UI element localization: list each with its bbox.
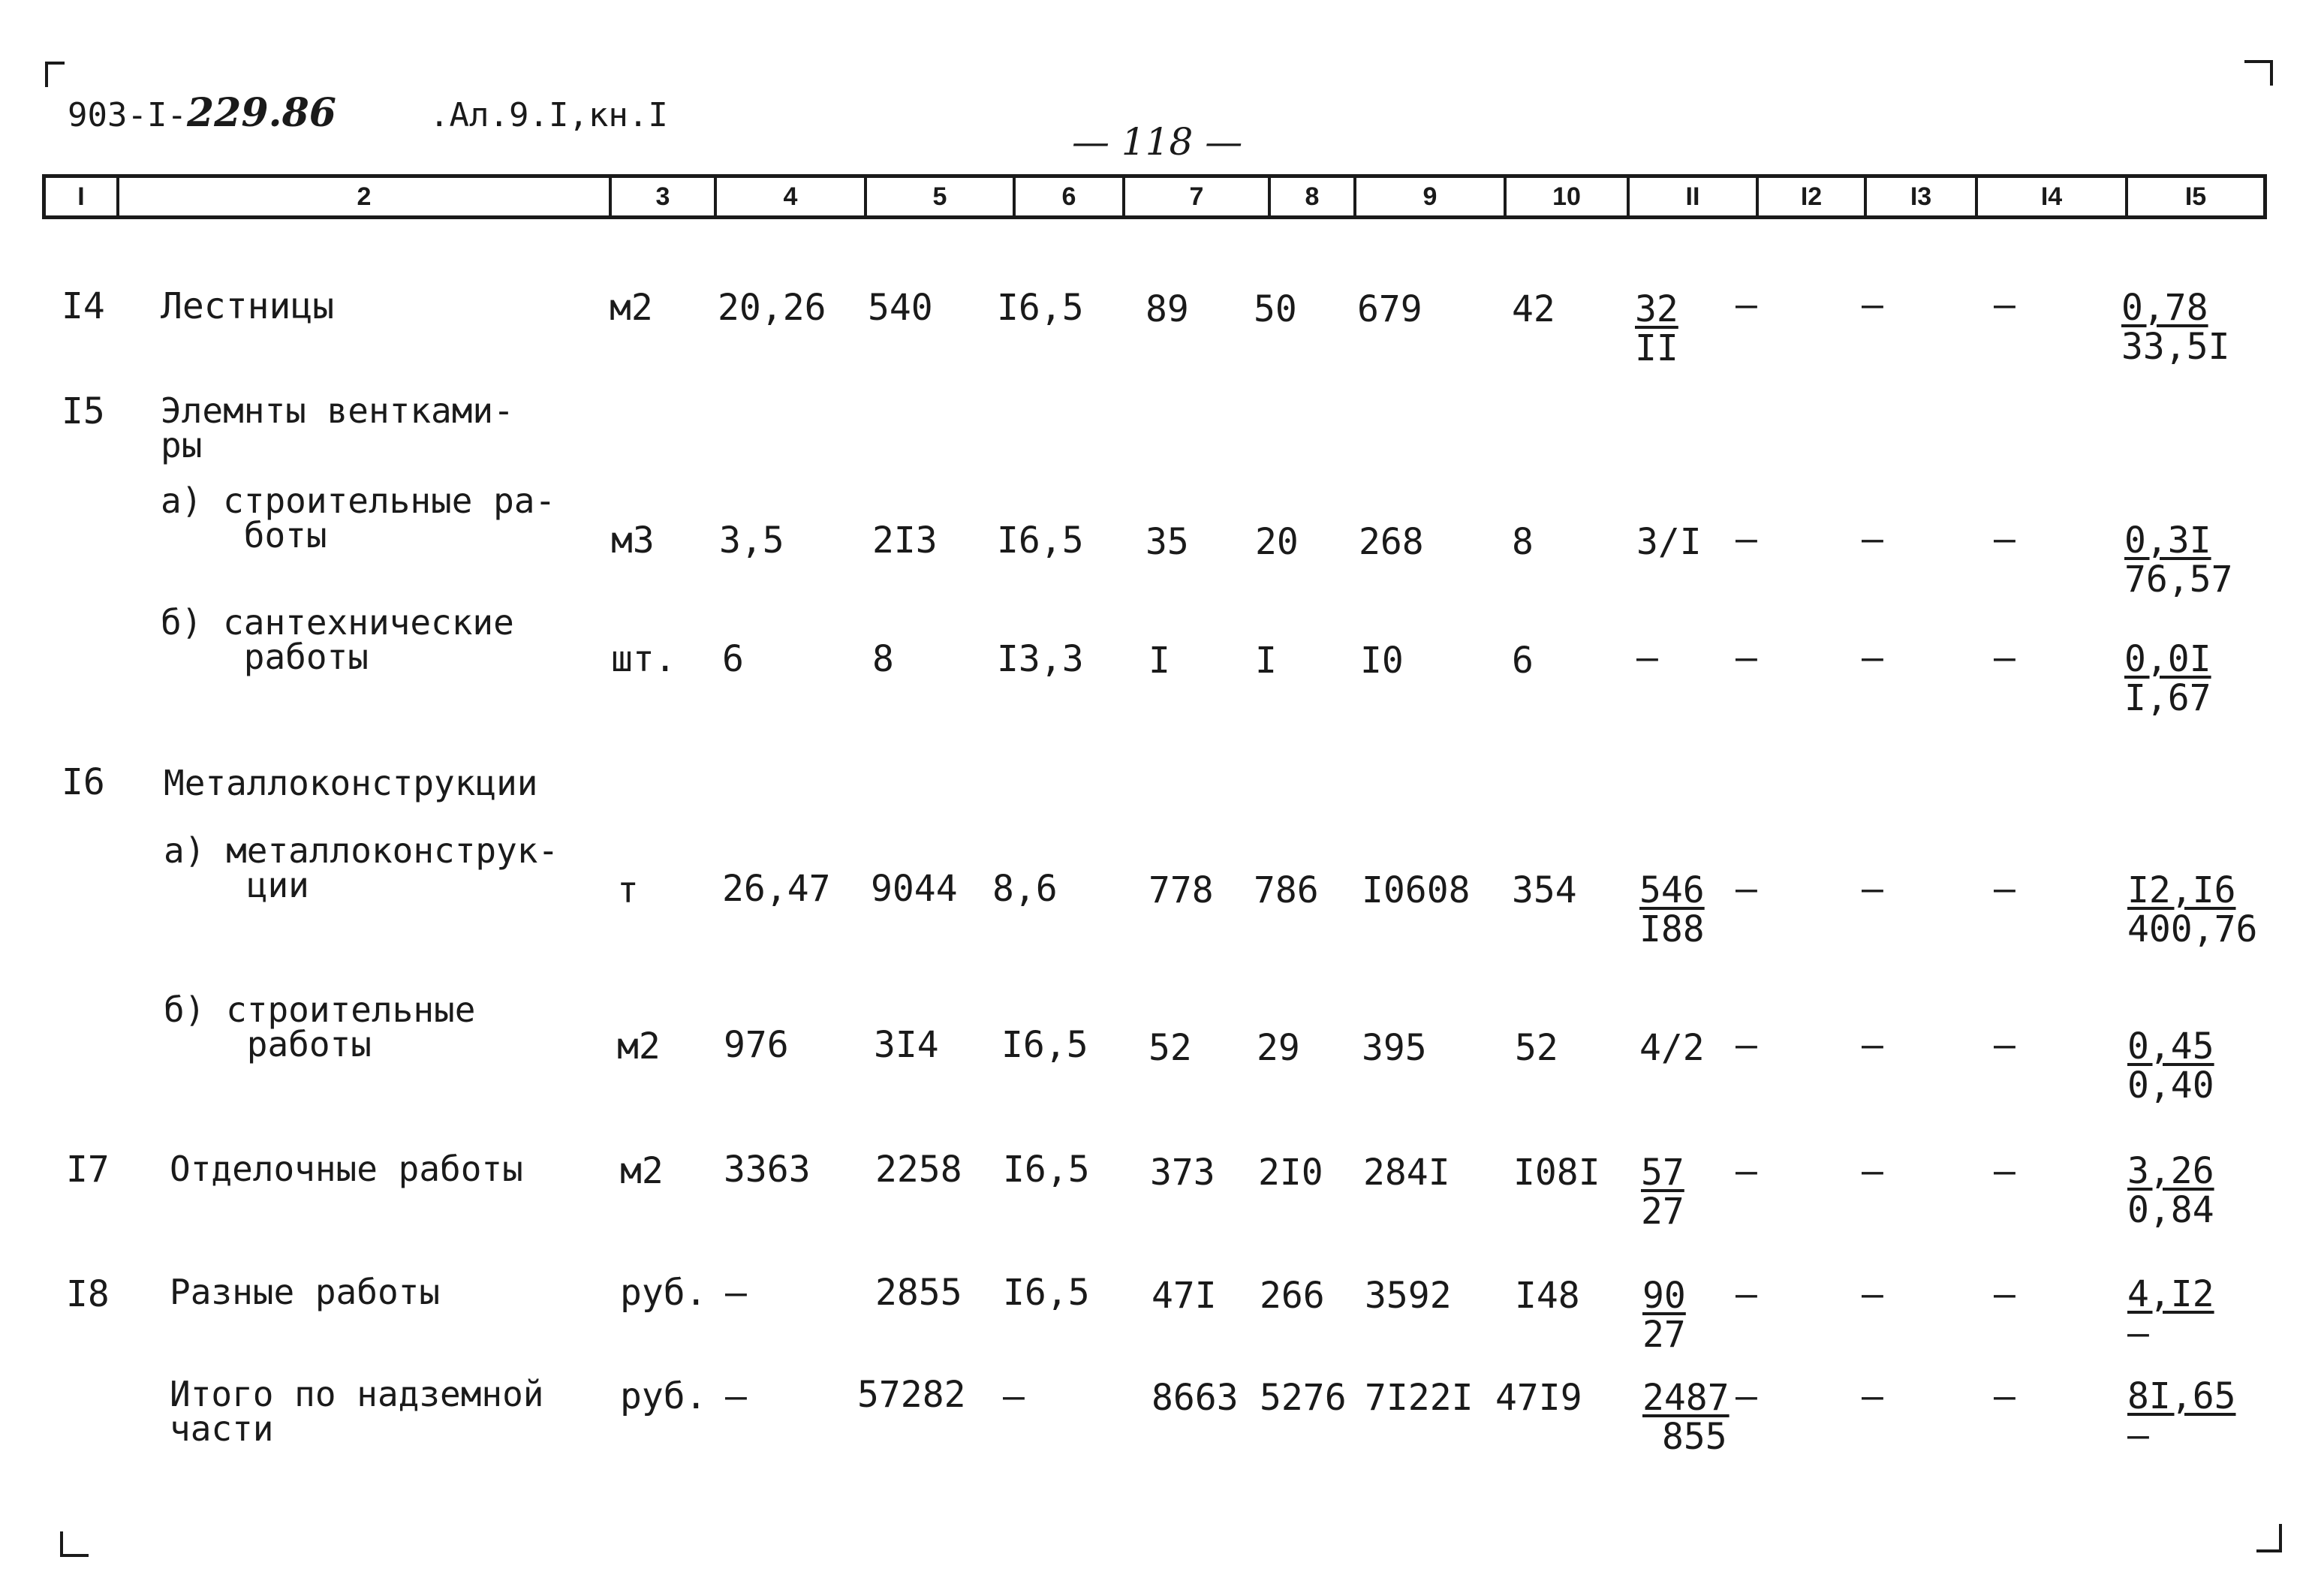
col11-denominator: I88 <box>1639 908 1705 950</box>
crop-mark-bottom-left <box>60 1531 89 1557</box>
row-number: I7 <box>66 1149 110 1191</box>
col8-cell: 266 <box>1260 1275 1325 1317</box>
row-number: I8 <box>66 1273 110 1315</box>
col10-cell: 47I9 <box>1495 1377 1582 1419</box>
col8-cell: I <box>1255 640 1277 682</box>
col4-cell: 6 <box>722 638 744 680</box>
col12-cell: – <box>1736 1273 1757 1315</box>
col5-cell: 540 <box>868 287 933 329</box>
row-name: Лестницы <box>161 285 335 327</box>
col13-cell: – <box>1862 1150 1883 1192</box>
col6-cell: I3,3 <box>997 638 1084 680</box>
col14-cell: – <box>1994 518 2015 560</box>
row-name: а) металлоконструк- ции <box>164 830 559 905</box>
col10-cell: 52 <box>1515 1027 1558 1069</box>
col11-denominator: 855 <box>1662 1416 1727 1458</box>
col11-numerator: 2487 <box>1642 1377 1730 1419</box>
col11-cell: 4/2 <box>1639 1027 1705 1069</box>
document-code-prefix: 903-I- <box>68 96 187 134</box>
column-number: II <box>1627 178 1756 215</box>
col11-fraction <box>1635 290 1678 368</box>
col15-denominator: I,67 <box>2124 677 2211 719</box>
col15-numerator: I2,I6 <box>2127 869 2236 911</box>
row-name: а) строительные ра- боты <box>161 480 556 556</box>
unit-cell: м3 <box>611 519 655 562</box>
col15-fraction <box>2124 640 2211 718</box>
row-number: I5 <box>62 390 105 432</box>
col11-denominator: 27 <box>1642 1314 1686 1356</box>
unit-cell: м2 <box>610 287 653 329</box>
col8-cell: 50 <box>1254 288 1297 330</box>
row-name: Отделочные работы <box>170 1149 523 1189</box>
col4-cell: 20,26 <box>718 287 826 329</box>
row-number: I6 <box>62 761 105 803</box>
col5-cell: 57282 <box>857 1374 966 1416</box>
unit-cell: шт. <box>611 638 676 680</box>
unit-cell: м2 <box>620 1150 664 1192</box>
document-code-handwritten: 229.86 <box>186 90 336 136</box>
unit-cell: руб. <box>620 1272 707 1314</box>
column-number-bar <box>42 174 2267 219</box>
page-number: — 118 — <box>1072 120 1243 164</box>
col5-cell: 8 <box>872 638 894 680</box>
col11-fraction <box>1641 1153 1684 1231</box>
col11-numerator: 32 <box>1635 288 1678 330</box>
col15-fraction <box>2127 871 2257 949</box>
col11-numerator: 546 <box>1639 869 1705 911</box>
col9-cell: I0 <box>1360 640 1404 682</box>
row-number: I4 <box>62 285 105 327</box>
col6-cell: I6,5 <box>1003 1149 1090 1191</box>
col10-cell: I48 <box>1515 1275 1580 1317</box>
col15-denominator: – <box>2127 1312 2149 1354</box>
col11-fraction <box>1639 871 1705 949</box>
col5-cell: 3I4 <box>874 1024 939 1066</box>
col13-cell: – <box>1862 1024 1883 1066</box>
col14-cell: – <box>1994 868 2015 910</box>
row-name: Разные работы <box>170 1272 441 1312</box>
col8-cell: 2I0 <box>1258 1152 1323 1194</box>
col13-cell: – <box>1862 284 1883 326</box>
col15-denominator: 400,76 <box>2127 908 2258 950</box>
col14-cell: – <box>1994 1375 2015 1417</box>
col14-cell: – <box>1994 284 2015 326</box>
col15-fraction <box>2124 521 2233 599</box>
col9-cell: 395 <box>1362 1027 1427 1069</box>
column-number: 3 <box>609 178 714 215</box>
col7-cell: 52 <box>1148 1027 1192 1069</box>
col10-cell: 8 <box>1512 521 1534 563</box>
col9-cell: 284I <box>1363 1152 1450 1194</box>
row-name: Элемнты вентками- ры <box>161 390 514 465</box>
crop-mark-bottom-right <box>2256 1524 2282 1552</box>
col6-cell: 8,6 <box>992 868 1058 910</box>
col15-denominator: – <box>2127 1414 2149 1456</box>
column-number: 5 <box>864 178 1013 215</box>
col7-cell: 8663 <box>1151 1377 1239 1419</box>
col4-cell: 976 <box>724 1024 789 1066</box>
col11-fraction <box>1642 1378 1730 1456</box>
col4-cell: 26,47 <box>722 868 831 910</box>
col6-cell: – <box>1003 1375 1025 1417</box>
col13-cell: – <box>1862 868 1883 910</box>
col13-cell: – <box>1862 1375 1883 1417</box>
col8-cell: 29 <box>1257 1027 1300 1069</box>
col15-fraction <box>2127 1152 2214 1230</box>
col7-cell: 778 <box>1148 869 1214 911</box>
row-name: Металлоконструкции <box>164 763 538 803</box>
col7-cell: 47I <box>1151 1275 1217 1317</box>
col15-denominator: 0,40 <box>2127 1065 2214 1107</box>
column-number: I2 <box>1756 178 1864 215</box>
col8-cell: 20 <box>1255 521 1299 563</box>
col9-cell: I0608 <box>1362 869 1471 911</box>
col15-fraction <box>2127 1377 2236 1455</box>
col12-cell: – <box>1736 1150 1757 1192</box>
col4-cell: 3363 <box>724 1149 811 1191</box>
col15-fraction <box>2127 1027 2214 1105</box>
col5-cell: 2I3 <box>872 519 938 562</box>
col14-cell: – <box>1994 637 2015 679</box>
col15-denominator: 0,84 <box>2127 1189 2214 1231</box>
document-section: .Ал.9.I,кн.I <box>429 96 668 134</box>
col12-cell: – <box>1736 637 1757 679</box>
column-number: I5 <box>2125 178 2263 215</box>
col11-fraction <box>1642 1276 1686 1354</box>
column-number: 7 <box>1122 178 1268 215</box>
col11-cell: 3/I <box>1636 521 1702 563</box>
col12-cell: – <box>1736 518 1757 560</box>
col15-denominator: 76,57 <box>2124 559 2233 601</box>
col13-cell: – <box>1862 1273 1883 1315</box>
col11-cell: – <box>1636 637 1658 679</box>
col15-numerator: 8I,65 <box>2127 1375 2236 1417</box>
column-number: I <box>77 182 85 211</box>
col5-cell: 9044 <box>871 868 958 910</box>
crop-mark-top-left <box>45 62 65 87</box>
row-name: б) строительные работы <box>164 989 476 1065</box>
col7-cell: 89 <box>1145 288 1189 330</box>
column-number: 8 <box>1268 178 1353 215</box>
col15-fraction <box>2121 288 2230 366</box>
col13-cell: – <box>1862 518 1883 560</box>
col8-cell: 5276 <box>1260 1377 1347 1419</box>
col12-cell: – <box>1736 1375 1757 1417</box>
col6-cell: I6,5 <box>1003 1272 1090 1314</box>
col14-cell: – <box>1994 1150 2015 1192</box>
col10-cell: 6 <box>1512 640 1534 682</box>
col7-cell: I <box>1148 640 1170 682</box>
col4-cell: – <box>725 1272 747 1314</box>
col13-cell: – <box>1862 637 1883 679</box>
col15-denominator: 33,5I <box>2121 326 2230 368</box>
col15-numerator: 3,26 <box>2127 1150 2214 1192</box>
col14-cell: – <box>1994 1273 2015 1315</box>
col4-cell: 3,5 <box>719 519 784 562</box>
col9-cell: 3592 <box>1365 1275 1452 1317</box>
column-number: I4 <box>1975 178 2125 215</box>
column-number: 4 <box>714 178 864 215</box>
col5-cell: 2258 <box>875 1149 962 1191</box>
document-code <box>68 90 336 136</box>
col10-cell: 354 <box>1512 869 1577 911</box>
col9-cell: 679 <box>1357 288 1422 330</box>
col9-cell: 268 <box>1359 521 1424 563</box>
col12-cell: – <box>1736 868 1757 910</box>
col11-denominator: II <box>1635 327 1678 369</box>
col15-numerator: 0,45 <box>2127 1025 2214 1068</box>
col8-cell: 786 <box>1254 869 1319 911</box>
col15-numerator: 0,0I <box>2124 638 2211 680</box>
column-number: I3 <box>1864 178 1975 215</box>
column-number: 6 <box>1013 178 1122 215</box>
col6-cell: I6,5 <box>1001 1024 1088 1066</box>
unit-cell: т <box>617 869 639 911</box>
col11-numerator: 90 <box>1642 1275 1686 1317</box>
col9-cell: 7I22I <box>1365 1377 1474 1419</box>
unit-cell: м2 <box>617 1025 661 1068</box>
col6-cell: I6,5 <box>997 287 1084 329</box>
column-number: 9 <box>1353 178 1504 215</box>
col10-cell: I08I <box>1513 1152 1600 1194</box>
column-number: 2 <box>116 178 609 215</box>
row-name: б) сантехнические работы <box>161 602 514 677</box>
col14-cell: – <box>1994 1024 2015 1066</box>
col7-cell: 35 <box>1145 521 1189 563</box>
col6-cell: I6,5 <box>997 519 1084 562</box>
col15-numerator: 0,78 <box>2121 287 2208 329</box>
col10-cell: 42 <box>1512 288 1555 330</box>
col12-cell: – <box>1736 1024 1757 1066</box>
col15-numerator: 0,3I <box>2124 519 2211 562</box>
col11-denominator: 27 <box>1641 1191 1684 1233</box>
unit-cell: руб. <box>620 1375 707 1417</box>
row-name: Итого по надземной части <box>170 1374 544 1449</box>
column-number: 10 <box>1504 178 1627 215</box>
col15-numerator: 4,I2 <box>2127 1273 2214 1315</box>
col12-cell: – <box>1736 284 1757 326</box>
col5-cell: 2855 <box>875 1272 962 1314</box>
col11-numerator: 57 <box>1641 1152 1684 1194</box>
col7-cell: 373 <box>1150 1152 1215 1194</box>
col4-cell: – <box>725 1375 747 1417</box>
crop-mark-top-right <box>2244 60 2273 86</box>
col15-fraction <box>2127 1275 2214 1353</box>
